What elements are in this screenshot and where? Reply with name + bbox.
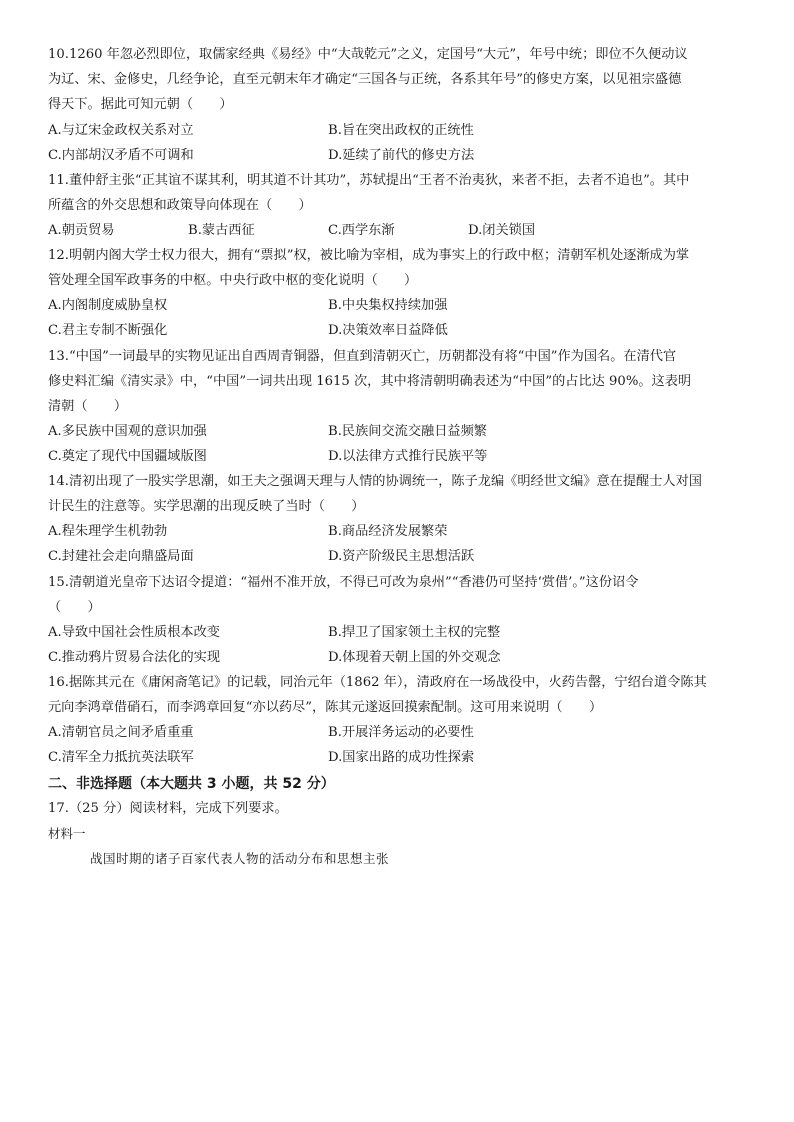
q14-option-b: B.商品经济发展繁荣 <box>328 524 448 539</box>
q10-line-2: 为辽、宋、金修史，几经争论，直至元朝末年才确定“三国各与正统，各系其年号”的修史方案，以见祖宗盛德 <box>48 72 682 87</box>
q10-option-b: B.旨在突出政权的正统性 <box>328 123 474 138</box>
q16-line-1: 16.据陈其元在《庸闲斋笔记》的记载，同治元年（1862 年），清政府在一场战役中，火药告罄，宁绍台道令陈其 <box>48 675 707 690</box>
q13-option-d: D.以法律方式推行民族平等 <box>328 449 488 464</box>
q14-line-2: 计民生的注意等。实学思潮的出现反映了当时（ ） <box>48 499 365 514</box>
q14-option-c: C.封建社会走向鼎盛局面 <box>48 549 194 564</box>
q13-option-a: A.多民族中国观的意识加强 <box>48 424 207 439</box>
q12-option-c: C.君主专制不断强化 <box>48 323 168 338</box>
q16-option-d: D.国家出路的成功性探索 <box>328 750 475 765</box>
q10-option-c: C.内部胡汉矛盾不可调和 <box>48 148 194 163</box>
q12-option-a: A.内阁制度威胁皇权 <box>48 298 168 313</box>
q12-option-b: B.中央集权持续加强 <box>328 298 448 313</box>
q15-option-a: A.导致中国社会性质根本改变 <box>48 625 220 640</box>
section-title: 二、非选择题（本大题共 3 小题，共 52 分） <box>48 776 335 792</box>
q15-option-b: B.捍卫了国家领土主权的完整 <box>328 625 501 640</box>
q10-line-1: 10.1260 年忽必烈即位，取儒家经典《易经》中“大哉乾元”之义，定国号“大元”，年号中统；即位不久便动议 <box>48 47 688 62</box>
q11-option-b: B.蒙古西征 <box>188 223 255 238</box>
q16-line-2: 元向李鸿章借硝石，而李鸿章回复“亦以药尽”，陈其元遂返回摸索配制。这可用来说明（ ） <box>48 700 603 715</box>
q16-option-a: A.清朝官员之间矛盾重重 <box>48 725 194 740</box>
q15-option-d: D.体现着天朝上国的外交观念 <box>328 650 501 665</box>
q17-intro: 17.（25 分）阅读材料，完成下列要求。 <box>48 801 288 816</box>
material-caption: 战国时期的诸子百家代表人物的活动分布和思想主张 <box>90 851 390 866</box>
q15-line-2: （ ） <box>48 600 101 615</box>
q16-option-b: B.开展洋务运动的必要性 <box>328 725 474 740</box>
q11-option-c: C.西学东渐 <box>328 223 395 238</box>
q11-line-1: 11.董仲舒主张“正其谊不谋其利，明其道不计其功”，苏轼提出“王者不治夷狄，来者不拒，去者不追也”。其中 <box>48 173 690 188</box>
q12-option-d: D.决策效率日益降低 <box>328 323 448 338</box>
q14-option-d: D.资产阶级民主思想活跃 <box>328 549 475 564</box>
q15-option-c: C.推动鸦片贸易合法化的实现 <box>48 650 221 665</box>
q16-option-c: C.清军全力抵抗英法联军 <box>48 750 194 765</box>
q13-line-2: 修史料汇编《清实录》中，“中国”一词共出现 1615 次，其中将清朝明确表述为“中国”的占比达 90%。这表明 <box>48 374 692 389</box>
q10-option-a: A.与辽宋金政权关系对立 <box>48 123 194 138</box>
q10-option-d: D.延续了前代的修史方法 <box>328 148 475 163</box>
q13-line-3: 清朝（ ） <box>48 399 128 414</box>
q11-option-d: D.闭关锁国 <box>468 223 536 238</box>
q13-option-c: C.奠定了现代中国疆域版图 <box>48 449 207 464</box>
q11-option-a: A.朝贡贸易 <box>48 223 115 238</box>
q14-option-a: A.程朱理学生机勃勃 <box>48 524 168 539</box>
q12-line-2: 管处理全国军政事务的中枢。中央行政中枢的变化说明（ ） <box>48 273 418 288</box>
q10-line-3: 得天下。据此可知元朝（ ） <box>48 97 233 112</box>
material-label: 材料一 <box>48 826 86 841</box>
q14-line-1: 14.清初出现了一股实学思潮，如王夫之强调天理与人情的协调统一，陈子龙编《明经世文编》意在提醒士人对国 <box>48 474 702 489</box>
q15-line-1: 15.清朝道光皇帝下达诏令提道：“福州不准开放，不得已可改为泉州”“香港仍可坚持‘赏借’。”这份诏令 <box>48 575 639 590</box>
q11-line-2: 所蕴含的外交思想和政策导向体现在（ ） <box>48 198 312 213</box>
q13-option-b: B.民族间交流交融日益频繁 <box>328 424 487 439</box>
q13-line-1: 13.“中国”一词最早的实物见证出自西周青铜器，但直到清朝灭亡，历朝都没有将“中国”作为国名。在清代官 <box>48 349 677 364</box>
q12-line-1: 12.明朝内阁大学士权力很大，拥有“票拟”权，被比喻为宰相，成为事实上的行政中枢；清朝军机处逐渐成为掌 <box>48 248 690 263</box>
